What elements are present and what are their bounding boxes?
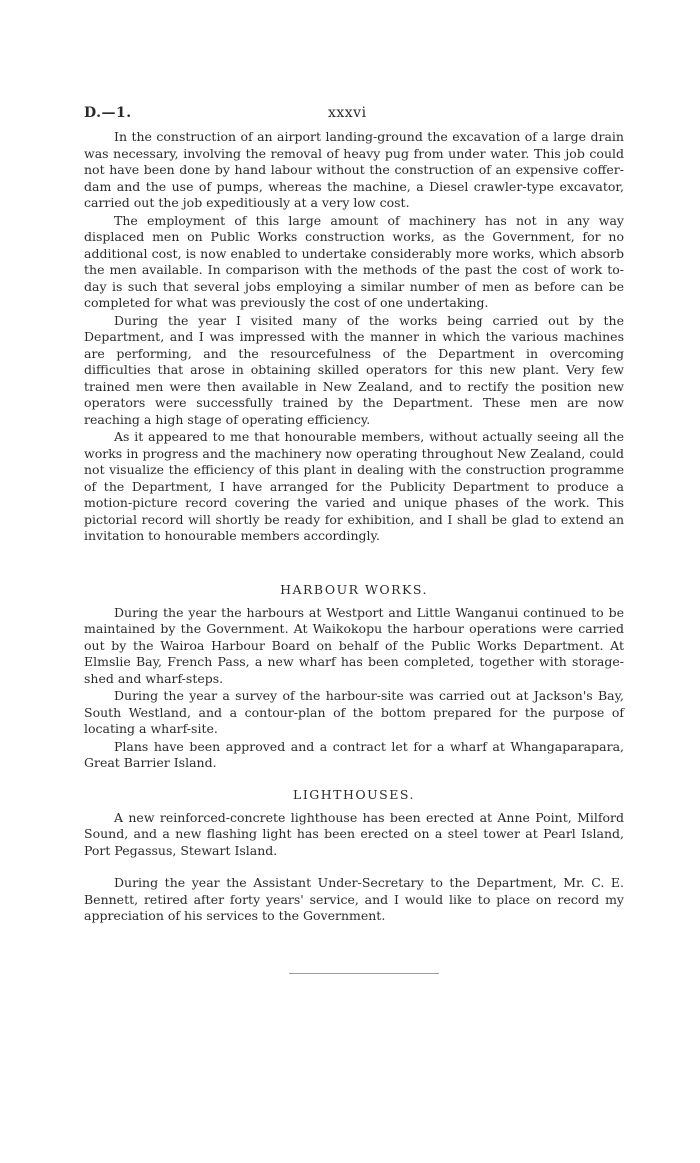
document-reference: D.—1.: [84, 105, 132, 121]
paragraph-new-lighthouse: A new reinforced-concrete lighthouse has been erected at Anne Point, Milford Sound, and a new flashing light has been erected on a steel tower at Pearl Island, Port Pegassus, Stewart Island.: [84, 809, 624, 858]
paragraph-wharf-contract: Plans have been approved and a contract let for a wharf at Whangaparapara, Great Barrier Island.: [84, 738, 624, 770]
page-body: [84, 129, 624, 925]
section-heading-harbour-works: HARBOUR WORKS.: [280, 581, 428, 597]
paragraph-machinery-employment: The employment of this large amount of machinery has not in any way displaced men on Public Works construction works, as the Government, for no additional cost, is now enabled to undertake considerably more works, which absorb the men available. In comparison with the methods of the past the cost of work to-day is such that several jobs employing a similar number of men as before can be completed for what was previously the cost of one undertaking.: [84, 212, 624, 310]
section-heading-lighthouses: LIGHTHOUSES.: [293, 786, 415, 802]
paragraph-works-visit: During the year I visited many of the works being carried out by the Department, and I was impressed with the manner in which the various machines are performing, and the resourcefulness of the Department in overcoming difficulties that arose in obtaining skilled operators for this new plant. Very few trained men were then available in New Zealand, and to rectify the position new operators were successfully trained by the Department. These men are now reaching a high stage of operating efficiency.: [84, 312, 624, 427]
paragraph-motion-picture: As it appeared to me that honourable members, without actually seeing all the works in progress and the machinery now operating throughout New Zealand, could not visualize the efficiency of this plant in dealing with the construction programme of the Department, I have arranged for the Publicity Department to produce a motion-picture record covering the varied and unique phases of the work. This pictorial record will shortly be ready for exhibition, and I shall be glad to extend an invitation to honourable members accordingly.: [84, 429, 624, 543]
paragraph-harbours-maintained: During the year the harbours at Westport and Little Wanganui continued to be maintained by the Government. At Waikokopu the harbour operations were carried out by the Wairoa Harbour Board on behalf of the Public Works Department. At Elmslie Bay, French Pass, a new wharf has been completed, together with storage-shed and wharf-steps.: [84, 604, 624, 686]
closing-rule: [289, 973, 439, 974]
page-number: xxxvi: [328, 105, 367, 121]
page-header: [84, 105, 624, 125]
paragraph-airport-excavation: In the construction of an airport landing-ground the excavation of a large drain was necessary, involving the removal of heavy pug from under water. This job could not have been done by hand labour without the construction of an expensive coffer-dam and the use of pumps, whereas the machine, a Diesel crawler-type excavator, carried out the job expeditiously at a very low cost.: [84, 129, 624, 210]
paragraph-harbour-survey: During the year a survey of the harbour-site was carried out at Jackson's Bay, South Westland, and a contour-plan of the bottom prepared for the purpose of locating a wharf-site.: [84, 688, 624, 736]
paragraph-retirement: During the year the Assistant Under-Secretary to the Department, Mr. C. E. Bennett, retired after forty years' service, and I would like to place on record my appreciation of his services to the Government.: [84, 875, 624, 923]
